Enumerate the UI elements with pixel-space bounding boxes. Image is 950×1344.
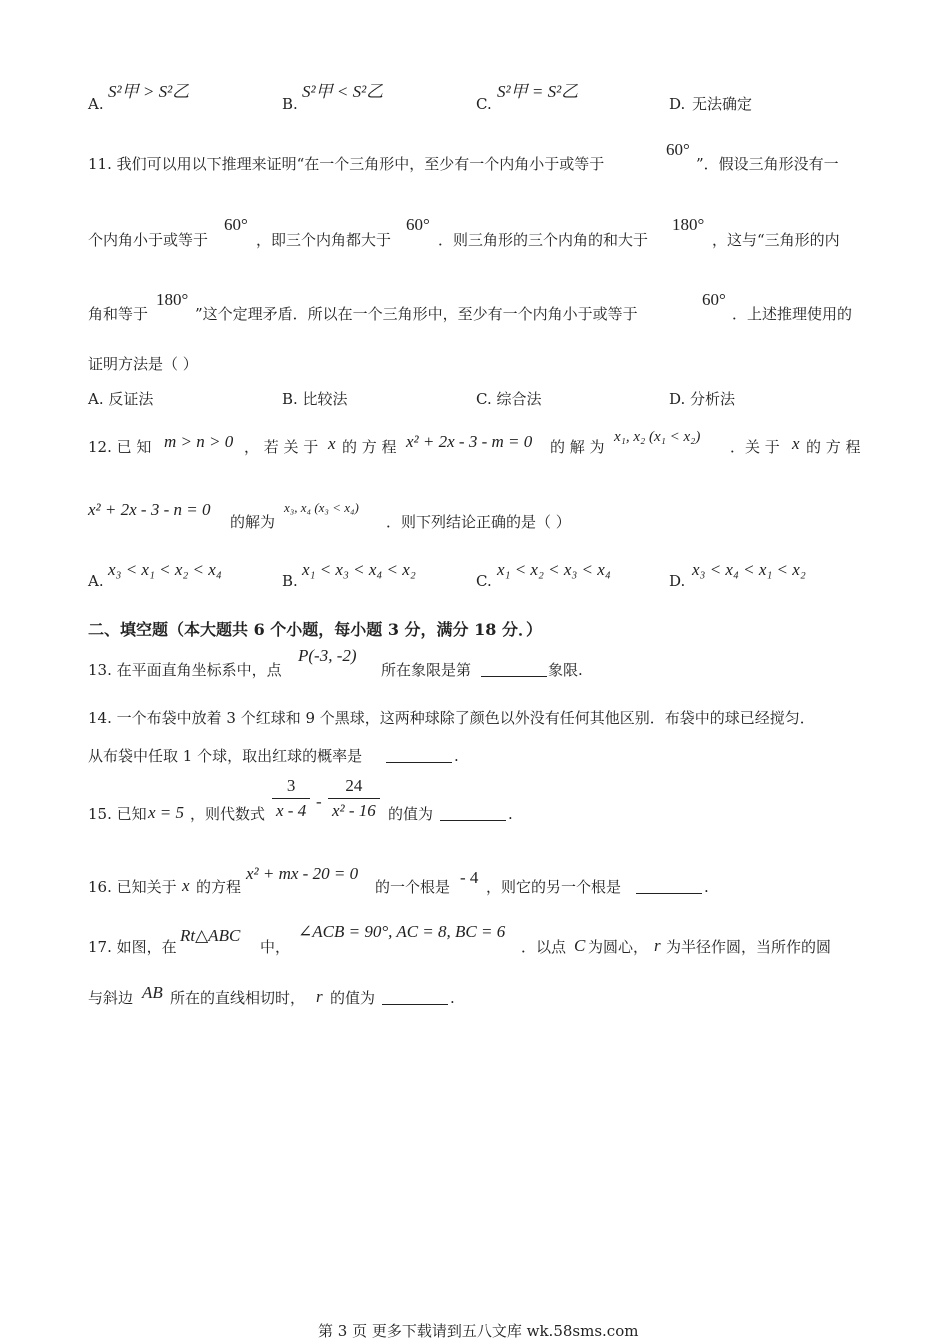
q11-deg180-1: 180° [672, 215, 705, 234]
q15-end: . [508, 805, 513, 823]
q15-fraction-1 [272, 776, 310, 822]
q13-point: P(-3, -2) [298, 646, 357, 665]
q17-text-c: ．以点 [521, 938, 567, 956]
q12-var-x-1: x [328, 434, 336, 453]
q12-option-d-label: D. [669, 572, 686, 590]
q10-option-a-label: A. [88, 95, 104, 113]
section-2-title: 二、填空题（本大题共 6 个小题，每小题 3 分，满分 18 分．） [88, 620, 542, 639]
q12-var-x-2: x [792, 434, 800, 453]
q15-given: x = 5 [148, 803, 185, 822]
q11-line2-b: ，即三个内角都大于 [256, 231, 392, 249]
q11-option-d: D. 分析法 [669, 390, 736, 408]
q11-line2-c: ．则三角形的三个内角的和大于 [438, 231, 649, 249]
q17-var-r-2: r [316, 987, 323, 1006]
q12-option-b-label: B. [282, 572, 298, 590]
q17-answer-blank [382, 990, 448, 1005]
q15-denominator-2: x² - 16 [332, 801, 376, 821]
q15-answer-blank [440, 806, 506, 821]
q12-solution-2: x₃, x₄ (x₃ < x₄) [284, 500, 359, 515]
q17-end: . [450, 989, 455, 1007]
q10-option-c-expr: S²甲 = S²乙 [497, 82, 579, 101]
q11-deg60-3: 60° [406, 215, 430, 234]
q11-deg180-2: 180° [156, 290, 189, 309]
q15-text-a: 15. 已知 [88, 805, 147, 823]
q17-line2-c: 的值为 [330, 989, 376, 1007]
q11-option-b: B. 比较法 [282, 390, 348, 408]
q16-answer-blank [636, 879, 702, 894]
q11-deg60-4: 60° [702, 290, 726, 309]
q17-text-e: 为半径作圆，当所作的圆 [666, 938, 832, 956]
q16-var-x: x [182, 876, 190, 895]
q17-text-b: 中， [260, 938, 291, 956]
q10-option-b-label: B. [282, 95, 298, 113]
q17-text-d: 为圆心， [588, 938, 649, 956]
q12-option-b-expr: x₁ < x₃ < x₄ < x₂ [302, 560, 416, 579]
q17-triangle: Rt△ABC [180, 926, 241, 945]
q10-option-d-text: 无法确定 [692, 95, 753, 113]
q12-line2-a: 的解为 [230, 513, 276, 531]
q10-option-d-label: D. [669, 95, 686, 113]
q15-denominator-1: x - 4 [276, 801, 307, 821]
q11-deg60-2: 60° [224, 215, 248, 234]
q11-line1-b: ”．假设三角形没有一 [696, 155, 839, 173]
q10-option-a-expr: S²甲 > S²乙 [108, 82, 190, 101]
q12-line1-b: ， 若 关 于 [244, 438, 319, 456]
q17-var-r-1: r [654, 936, 661, 955]
q10-option-c-label: C. [476, 95, 492, 113]
q12-solution-1: x₁, x₂ (x₁ < x₂) [614, 429, 701, 445]
q12-line1-c: 的 方 程 [342, 438, 397, 456]
q11-line3-b: ”这个定理矛盾．所以在一个三角形中，至少有一个内角小于或等于 [195, 305, 638, 323]
q10-option-b-expr: S²甲 < S²乙 [302, 82, 384, 101]
q12-option-c-label: C. [476, 572, 492, 590]
q12-option-d-expr: x₃ < x₄ < x₁ < x₂ [692, 560, 806, 579]
q13-text-b: 所在象限是第 [381, 661, 472, 679]
q17-condition: ∠ACB = 90°, AC = 8, BC = 6 [298, 922, 506, 941]
q17-point-c: C [574, 936, 586, 955]
q16-root: - 4 [460, 868, 479, 887]
q12-equation-1: x² + 2x - 3 - m = 0 [406, 432, 533, 451]
page-footer: 第 3 页 更多下载请到五八文库 wk.58sms.com [318, 1322, 639, 1340]
q12-equation-2: x² + 2x - 3 - n = 0 [88, 500, 211, 519]
q15-text-c: 的值为 [388, 805, 434, 823]
q12-line1-d: 的 解 为 [550, 438, 605, 456]
q12-line1-e: ．关 于 [730, 438, 780, 456]
q13-answer-blank [481, 662, 547, 677]
q11-option-a: A. 反证法 [88, 390, 154, 408]
q12-line2-b: ．则下列结论正确的是（ ） [386, 513, 571, 531]
q16-text-c: 的一个根是 [375, 878, 451, 896]
q15-numerator-2: 24 [328, 776, 380, 799]
q11-line3-c: ．上述推理使用的 [732, 305, 853, 323]
q12-option-a-expr: x₃ < x₁ < x₂ < x₄ [108, 560, 222, 579]
q13-text-a: 13. 在平面直角坐标系中，点 [88, 661, 282, 679]
q17-text-a: 17. 如图，在 [88, 938, 177, 956]
q12-option-a-label: A. [88, 572, 104, 590]
q17-line2-b: 所在的直线相切时， [170, 989, 306, 1007]
q11-deg60-1: 60° [666, 140, 690, 159]
q16-equation: x² + mx - 20 = 0 [246, 864, 359, 883]
q11-line3-a: 角和等于 [88, 305, 149, 323]
q14-answer-blank [386, 748, 452, 763]
q12-line1-f: 的 方 程 [806, 438, 861, 456]
q11-line4: 证明方法是（ ） [88, 355, 198, 373]
q12-option-c-expr: x₁ < x₂ < x₃ < x₄ [497, 560, 611, 579]
q16-text-d: ，则它的另一个根是 [486, 878, 622, 896]
q17-segment-ab: AB [142, 983, 163, 1002]
q14-line1: 14. 一个布袋中放着 3 个红球和 9 个黑球，这两种球除了颜色以外没有任何其他区别．布袋中的球已经搅匀． [88, 709, 815, 727]
q11-line2-a: 个内角小于或等于 [88, 231, 209, 249]
q15-numerator-1: 3 [272, 776, 310, 799]
q14-end: . [454, 747, 459, 765]
q17-line2-a: 与斜边 [88, 989, 134, 1007]
q11-line1-a: 11. 我们可以用以下推理来证明“在一个三角形中，至少有一个内角小于或等于 [88, 155, 605, 173]
q11-option-c: C. 综合法 [476, 390, 542, 408]
q12-line1-a: 12. 已 知 [88, 438, 152, 456]
q16-end: . [704, 878, 709, 896]
q16-text-a: 16. 已知关于 [88, 878, 177, 896]
q13-text-c: 象限. [548, 661, 583, 679]
q12-condition: m > n > 0 [164, 432, 234, 451]
q15-fraction-2 [328, 776, 380, 822]
q16-text-b: 的方程 [196, 878, 242, 896]
q14-line2: 从布袋中任取 1 个球，取出红球的概率是 [88, 747, 363, 765]
q11-line2-d: ，这与“三角形的内 [712, 231, 840, 249]
q15-text-b: ，则代数式 [190, 805, 266, 823]
q15-minus: - [316, 792, 322, 811]
